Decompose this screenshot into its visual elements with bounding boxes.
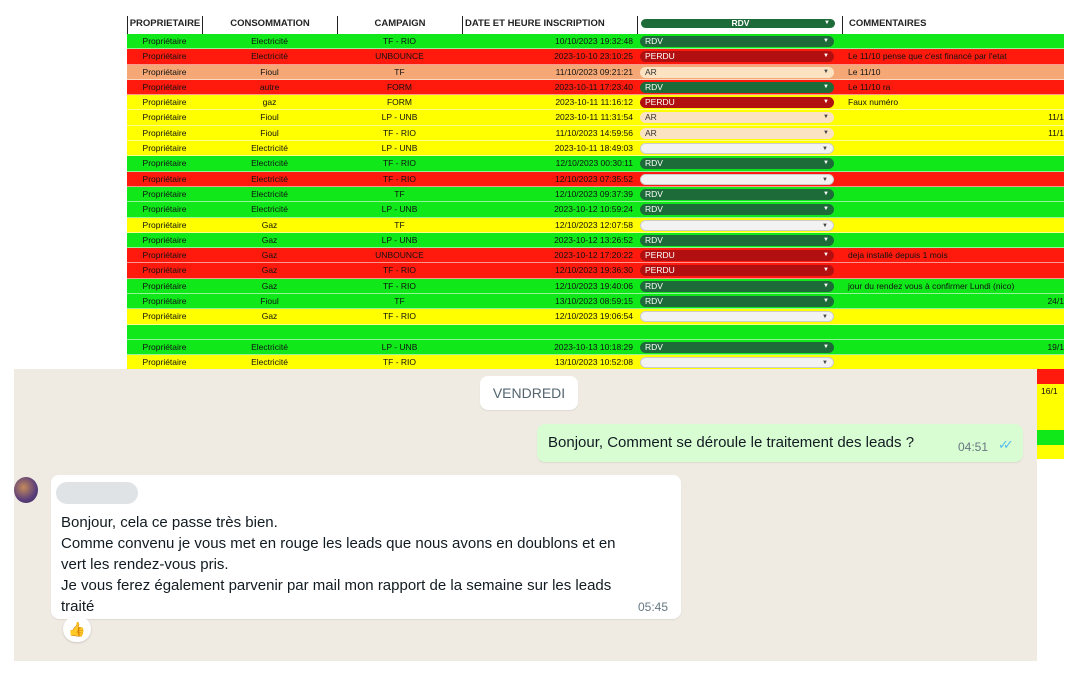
table-row[interactable] xyxy=(127,156,1064,171)
dropdown-arrow-icon: ▼ xyxy=(823,53,829,60)
table-row[interactable] xyxy=(127,187,1064,202)
cell-consommation[interactable]: Electricité xyxy=(251,357,288,368)
status-dropdown[interactable] xyxy=(640,67,834,78)
cell-campaign[interactable]: LP - UNB xyxy=(381,143,418,154)
status-label: RDV xyxy=(645,280,663,291)
cell-date[interactable]: 12/10/2023 19:06:54 xyxy=(555,311,633,322)
status-dropdown[interactable] xyxy=(640,281,834,292)
table-row[interactable] xyxy=(127,110,1064,125)
message-line: traité xyxy=(61,598,95,615)
cell-consommation[interactable]: Electricité xyxy=(251,188,288,199)
sheet-header-row xyxy=(127,16,1064,34)
dropdown-arrow-icon: ▼ xyxy=(823,236,829,243)
sheet-rows xyxy=(127,34,1064,369)
cell-date[interactable]: 2023-10-12 13:26:52 xyxy=(554,234,633,245)
comment-text: Le 11/10 ra xyxy=(848,81,891,92)
sender-name-redacted xyxy=(56,482,138,504)
incoming-message[interactable] xyxy=(51,475,681,619)
table-row[interactable] xyxy=(127,294,1064,309)
dropdown-arrow-icon: ▼ xyxy=(823,282,829,289)
dropdown-arrow-icon: ▼ xyxy=(822,360,828,367)
cell-rdv[interactable] xyxy=(637,95,842,109)
cell-commentaires[interactable] xyxy=(842,202,1064,216)
spreadsheet xyxy=(127,16,1064,369)
table-row[interactable] xyxy=(127,248,1064,263)
status-label: RDV xyxy=(645,234,663,245)
status-dropdown[interactable] xyxy=(640,250,834,261)
table-row[interactable] xyxy=(127,340,1064,355)
cell-campaign[interactable]: TF - RIO xyxy=(382,36,417,46)
cell-date[interactable]: 12/10/2023 07:35:52 xyxy=(555,173,633,184)
incoming-message-text xyxy=(61,512,671,617)
cell-rdv[interactable] xyxy=(637,218,842,232)
cell-rdv[interactable] xyxy=(637,141,842,155)
cell-campaign[interactable]: TF - RIO xyxy=(382,158,417,169)
table-row[interactable] xyxy=(127,309,1064,324)
cell-rdv[interactable] xyxy=(637,294,842,308)
cell-proprietaire[interactable]: Propriétaire xyxy=(142,97,187,108)
table-row-fragment[interactable] xyxy=(1037,415,1064,430)
table-row-fragment[interactable] xyxy=(1037,369,1064,384)
cell-date[interactable]: 2023-10-11 18:49:03 xyxy=(554,143,633,154)
status-label: AR xyxy=(645,112,657,123)
cell-campaign[interactable]: LP - UNB xyxy=(381,112,418,123)
cell-proprietaire[interactable]: Propriétaire xyxy=(142,81,187,92)
cell-campaign[interactable]: LP - UNB xyxy=(381,341,418,352)
dropdown-arrow-icon: ▼ xyxy=(822,314,828,321)
cell-consommation[interactable]: Gaz xyxy=(261,250,278,261)
cell-date[interactable]: 10/10/2023 19:32:48 xyxy=(555,36,633,46)
cell-consommation[interactable]: Electricité xyxy=(251,204,288,215)
table-row[interactable] xyxy=(127,80,1064,95)
cell-consommation[interactable]: autre xyxy=(259,81,280,92)
cell-campaign[interactable]: TF - RIO xyxy=(382,357,417,368)
cell-date[interactable]: 2023-10-10 23:10:25 xyxy=(554,51,633,62)
status-dropdown[interactable] xyxy=(640,128,834,139)
status-label: RDV xyxy=(645,188,663,199)
table-row[interactable] xyxy=(127,218,1064,233)
cell-proprietaire[interactable]: Propriétaire xyxy=(142,51,187,62)
comment-text: deja installé depuis 1 mois xyxy=(848,250,948,261)
cell-date[interactable]: 2023-10-11 11:16:12 xyxy=(555,97,633,108)
cell-date[interactable]: 11/10/2023 14:59:56 xyxy=(555,127,633,138)
cell-proprietaire[interactable]: Propriétaire xyxy=(142,36,187,46)
cell-rdv[interactable] xyxy=(637,325,842,339)
cell-commentaires[interactable] xyxy=(842,95,1064,109)
cell-commentaires[interactable] xyxy=(842,65,1064,79)
table-row-fragment[interactable] xyxy=(1037,400,1064,415)
cell-proprietaire[interactable]: Propriétaire xyxy=(142,234,187,245)
outgoing-message[interactable] xyxy=(537,424,1023,462)
cell-rdv[interactable] xyxy=(637,233,842,247)
cell-date[interactable]: 13/10/2023 08:59:15 xyxy=(555,296,633,307)
table-row[interactable] xyxy=(127,279,1064,294)
status-label: AR xyxy=(645,66,657,77)
cell-campaign[interactable]: FORM xyxy=(386,81,413,92)
cell-campaign[interactable]: TF - RIO xyxy=(382,127,417,138)
table-row[interactable] xyxy=(127,141,1064,156)
table-row[interactable] xyxy=(127,34,1064,49)
cell-campaign[interactable]: UNBOUNCE xyxy=(375,51,424,62)
cell-date[interactable]: 12/10/2023 12:07:58 xyxy=(555,219,633,230)
comment-date: 24/1 xyxy=(1047,296,1064,307)
dropdown-arrow-icon: ▼ xyxy=(823,190,829,197)
cell-campaign[interactable]: TF xyxy=(394,66,405,77)
cell-consommation[interactable]: Electricité xyxy=(251,143,288,154)
cell-proprietaire[interactable]: Propriétaire xyxy=(142,265,187,276)
dropdown-arrow-icon: ▼ xyxy=(823,68,829,75)
cell-proprietaire[interactable]: Propriétaire xyxy=(142,66,187,77)
status-label: PERDU xyxy=(645,51,675,62)
cell-rdv[interactable] xyxy=(637,279,842,293)
cell-commentaires[interactable] xyxy=(842,126,1064,140)
cell-rdv[interactable] xyxy=(637,172,842,186)
cell-proprietaire[interactable]: Propriétaire xyxy=(142,173,187,184)
cell-campaign[interactable]: TF - RIO xyxy=(382,265,417,276)
status-dropdown[interactable] xyxy=(640,97,834,108)
cell-commentaires[interactable] xyxy=(842,279,1064,293)
comment-text: jour du rendez vous à confirmer Lundi (nico) xyxy=(848,280,1015,291)
dropdown-arrow-icon: ▼ xyxy=(823,343,829,350)
cell-commentaires[interactable] xyxy=(842,187,1064,201)
header-proprietaire[interactable]: PROPRIETAIRE xyxy=(127,16,202,34)
cell-proprietaire[interactable]: Propriétaire xyxy=(142,127,187,138)
table-row[interactable] xyxy=(127,263,1064,278)
status-dropdown[interactable] xyxy=(640,82,834,93)
cell-rdv[interactable] xyxy=(637,110,842,124)
cell-consommation[interactable]: Fioul xyxy=(260,127,279,138)
cell-rdv[interactable] xyxy=(637,49,842,63)
table-row-fragment[interactable]: 16/1 xyxy=(1037,384,1064,399)
cell-proprietaire[interactable] xyxy=(127,325,202,339)
cell-proprietaire[interactable]: Propriétaire xyxy=(142,280,187,291)
cell-date[interactable]: 2023-10-12 17:20:22 xyxy=(554,250,633,261)
cell-proprietaire[interactable]: Propriétaire xyxy=(142,158,187,169)
header-date[interactable]: DATE ET HEURE INSCRIPTION xyxy=(462,16,637,34)
table-row[interactable] xyxy=(127,202,1064,217)
cell-commentaires[interactable] xyxy=(842,248,1064,262)
comment-text: Le 11/10 xyxy=(848,66,881,77)
cell-consommation[interactable]: Gaz xyxy=(261,311,278,322)
header-rdv[interactable] xyxy=(637,16,842,34)
cell-consommation[interactable]: Gaz xyxy=(261,234,278,245)
table-row[interactable] xyxy=(127,126,1064,141)
status-dropdown[interactable] xyxy=(640,174,834,185)
outgoing-message-time: 04:51 xyxy=(958,440,989,454)
cell-commentaires[interactable] xyxy=(842,355,1064,369)
incoming-message-time: 05:45 xyxy=(638,600,669,614)
dropdown-arrow-icon: ▼ xyxy=(823,38,829,44)
cell-consommation[interactable] xyxy=(202,325,337,339)
dropdown-arrow-icon: ▼ xyxy=(823,129,829,136)
table-row-fragment[interactable] xyxy=(1037,445,1064,459)
cell-campaign[interactable]: TF xyxy=(394,296,405,307)
cell-commentaires[interactable] xyxy=(842,233,1064,247)
avatar[interactable] xyxy=(14,477,38,503)
cell-date[interactable]: 12/10/2023 09:37:39 xyxy=(555,188,633,199)
cell-proprietaire[interactable]: Propriétaire xyxy=(142,219,187,230)
cell-date[interactable]: 12/10/2023 00:30:11 xyxy=(555,158,633,169)
cell-date[interactable]: 11/10/2023 09:21:21 xyxy=(555,66,633,77)
table-row[interactable] xyxy=(127,95,1064,110)
cell-consommation[interactable]: Fioul xyxy=(260,296,279,307)
outgoing-message-text: Bonjour, Comment se déroule le traitement des leads ? xyxy=(548,434,915,451)
table-row[interactable] xyxy=(127,172,1064,187)
comment-date: 11/1 xyxy=(1048,127,1064,138)
cell-commentaires[interactable] xyxy=(842,340,1064,354)
cell-proprietaire[interactable]: Propriétaire xyxy=(142,311,187,322)
status-label: RDV xyxy=(645,204,663,215)
status-label: PERDU xyxy=(645,265,675,276)
comment-text: Faux numéro xyxy=(848,97,899,108)
cell-campaign[interactable]: TF xyxy=(394,188,405,199)
cell-rdv[interactable] xyxy=(637,65,842,79)
cell-date[interactable]: 12/10/2023 19:40:06 xyxy=(555,280,633,291)
cell-commentaires[interactable] xyxy=(842,218,1064,232)
cell-rdv[interactable] xyxy=(637,263,842,277)
cell-rdv[interactable] xyxy=(637,202,842,216)
status-dropdown[interactable] xyxy=(640,220,834,231)
cell-campaign[interactable]: UNBOUNCE xyxy=(375,250,424,261)
cell-rdv[interactable] xyxy=(637,34,842,48)
message-line: vert les rendez-vous pris. xyxy=(61,556,229,573)
cell-rdv[interactable] xyxy=(637,187,842,201)
cell-campaign[interactable]: TF - RIO xyxy=(382,280,417,291)
cell-rdv[interactable] xyxy=(637,340,842,354)
cell-commentaires[interactable] xyxy=(842,325,1064,339)
dropdown-arrow-icon: ▼ xyxy=(822,222,828,229)
status-dropdown[interactable] xyxy=(640,143,834,154)
status-label: RDV xyxy=(645,36,663,46)
message-line: Je vous ferez également parvenir par mail mon rapport de la semaine sur les leads xyxy=(61,577,612,594)
dropdown-arrow-icon: ▼ xyxy=(823,252,829,259)
cell-rdv[interactable] xyxy=(637,355,842,369)
status-dropdown[interactable] xyxy=(640,51,834,62)
table-row[interactable] xyxy=(127,233,1064,248)
dropdown-arrow-icon: ▼ xyxy=(822,146,828,153)
cell-campaign[interactable] xyxy=(337,325,462,339)
read-receipt-icon: ✓✓ xyxy=(998,437,1008,452)
cell-commentaires[interactable] xyxy=(842,80,1064,94)
dropdown-arrow-icon: ▼ xyxy=(822,176,828,183)
cell-consommation[interactable]: Fioul xyxy=(260,112,279,123)
dropdown-arrow-icon: ▼ xyxy=(823,298,829,305)
dropdown-arrow-icon: ▼ xyxy=(823,206,829,213)
status-label: PERDU xyxy=(645,97,675,108)
status-dropdown[interactable] xyxy=(640,189,834,200)
cell-rdv[interactable] xyxy=(637,156,842,170)
cell-commentaires[interactable] xyxy=(842,309,1064,323)
cell-proprietaire[interactable]: Propriétaire xyxy=(142,188,187,199)
cell-date[interactable]: 2023-10-11 17:23:40 xyxy=(554,81,633,92)
cell-proprietaire[interactable]: Propriétaire xyxy=(142,204,187,215)
status-dropdown[interactable] xyxy=(640,265,834,276)
status-label: RDV xyxy=(645,296,663,307)
cell-date[interactable]: 13/10/2023 10:52:08 xyxy=(555,357,633,368)
status-label: AR xyxy=(645,127,657,138)
dropdown-arrow-icon: ▼ xyxy=(823,83,829,90)
cell-date[interactable]: 2023-10-13 10:18:29 xyxy=(554,341,633,352)
status-dropdown[interactable] xyxy=(640,357,834,368)
status-label: RDV xyxy=(645,81,663,92)
cell-proprietaire[interactable]: Propriétaire xyxy=(142,112,187,123)
cell-proprietaire[interactable]: Propriétaire xyxy=(142,143,187,154)
cell-consommation[interactable]: Fioul xyxy=(260,66,279,77)
cell-campaign[interactable]: FORM xyxy=(386,97,413,108)
cell-consommation[interactable]: Electricité xyxy=(251,341,288,352)
message-line: Comme convenu je vous met en rouge les leads que nous avons en doublons et en xyxy=(61,535,616,552)
whatsapp-chat xyxy=(14,369,1037,661)
status-dropdown[interactable] xyxy=(640,342,834,353)
status-dropdown[interactable] xyxy=(640,235,834,246)
message-line: Bonjour, cela ce passe très bien. xyxy=(61,514,278,531)
cell-date[interactable]: 2023-10-11 11:31:54 xyxy=(555,112,633,123)
cell-commentaires[interactable] xyxy=(842,156,1064,170)
cell-rdv[interactable] xyxy=(637,248,842,262)
cell-consommation[interactable]: Electricité xyxy=(251,51,288,62)
header-consommation[interactable]: CONSOMMATION xyxy=(202,16,337,34)
cell-commentaires[interactable] xyxy=(842,263,1064,277)
dropdown-arrow-icon: ▼ xyxy=(823,99,829,106)
cell-commentaires[interactable] xyxy=(842,49,1064,63)
dropdown-arrow-icon: ▼ xyxy=(823,160,829,167)
cell-proprietaire[interactable]: Propriétaire xyxy=(142,250,187,261)
header-rdv-pill[interactable] xyxy=(641,19,835,28)
spreadsheet-tail xyxy=(1037,369,1064,459)
status-dropdown[interactable] xyxy=(640,158,834,169)
status-label: PERDU xyxy=(645,250,675,261)
comment-date: 19/1 xyxy=(1047,341,1064,352)
cell-consommation[interactable]: Gaz xyxy=(261,265,278,276)
comment-date: 11/1 xyxy=(1048,112,1064,123)
dropdown-arrow-icon: ▼ xyxy=(823,267,829,274)
cell-consommation[interactable]: gaz xyxy=(262,97,277,108)
status-dropdown[interactable] xyxy=(640,311,834,322)
table-row[interactable] xyxy=(127,65,1064,80)
cell-commentaires[interactable] xyxy=(842,141,1064,155)
status-dropdown[interactable] xyxy=(640,112,834,123)
table-row[interactable] xyxy=(127,325,1064,340)
cell-date[interactable] xyxy=(462,325,637,339)
status-dropdown[interactable] xyxy=(640,36,834,47)
cell-commentaires[interactable] xyxy=(842,34,1064,48)
header-rdv-label: RDV xyxy=(731,18,750,28)
cell-commentaires[interactable] xyxy=(842,172,1064,186)
cell-consommation[interactable]: Electricité xyxy=(251,36,288,46)
comment-text: Le 11/10 pense que c'est financé par l'etat xyxy=(848,51,1007,62)
dropdown-arrow-icon: ▼ xyxy=(824,20,830,26)
status-label: RDV xyxy=(645,158,663,169)
status-label: RDV xyxy=(645,341,663,352)
cell-consommation[interactable]: Gaz xyxy=(261,219,278,230)
dropdown-arrow-icon: ▼ xyxy=(823,114,829,121)
status-dropdown[interactable] xyxy=(640,296,834,307)
cell-campaign[interactable]: LP - UNB xyxy=(381,204,418,215)
cell-rdv[interactable] xyxy=(637,80,842,94)
table-row-fragment[interactable] xyxy=(1037,430,1064,445)
cell-consommation[interactable]: Electricité xyxy=(251,158,288,169)
cell-campaign[interactable]: TF xyxy=(394,219,405,230)
cell-commentaires[interactable] xyxy=(842,110,1064,124)
cell-consommation[interactable]: Electricité xyxy=(251,173,288,184)
day-separator: VENDREDI xyxy=(480,376,578,410)
table-row[interactable] xyxy=(127,49,1064,64)
cell-commentaires[interactable] xyxy=(842,294,1064,308)
cell-rdv[interactable] xyxy=(637,126,842,140)
cell-date[interactable]: 12/10/2023 19:36:30 xyxy=(555,265,633,276)
cell-proprietaire[interactable]: Propriétaire xyxy=(142,357,187,368)
cell-campaign[interactable]: TF - RIO xyxy=(382,311,417,322)
cell-date[interactable]: 2023-10-12 10:59:24 xyxy=(554,204,633,215)
thumbs-up-reaction-icon[interactable]: 👍 xyxy=(63,616,91,642)
table-row[interactable] xyxy=(127,355,1064,369)
header-commentaires[interactable]: COMMENTAIRES xyxy=(842,16,1064,34)
status-dropdown[interactable] xyxy=(640,204,834,215)
cell-proprietaire[interactable]: Propriétaire xyxy=(142,341,187,352)
header-campaign[interactable]: CAMPAIGN xyxy=(337,16,462,34)
cell-consommation[interactable]: Gaz xyxy=(261,280,278,291)
cell-rdv[interactable] xyxy=(637,309,842,323)
cell-campaign[interactable]: LP - UNB xyxy=(381,234,418,245)
cell-proprietaire[interactable]: Propriétaire xyxy=(142,296,187,307)
cell-campaign[interactable]: TF - RIO xyxy=(382,173,417,184)
